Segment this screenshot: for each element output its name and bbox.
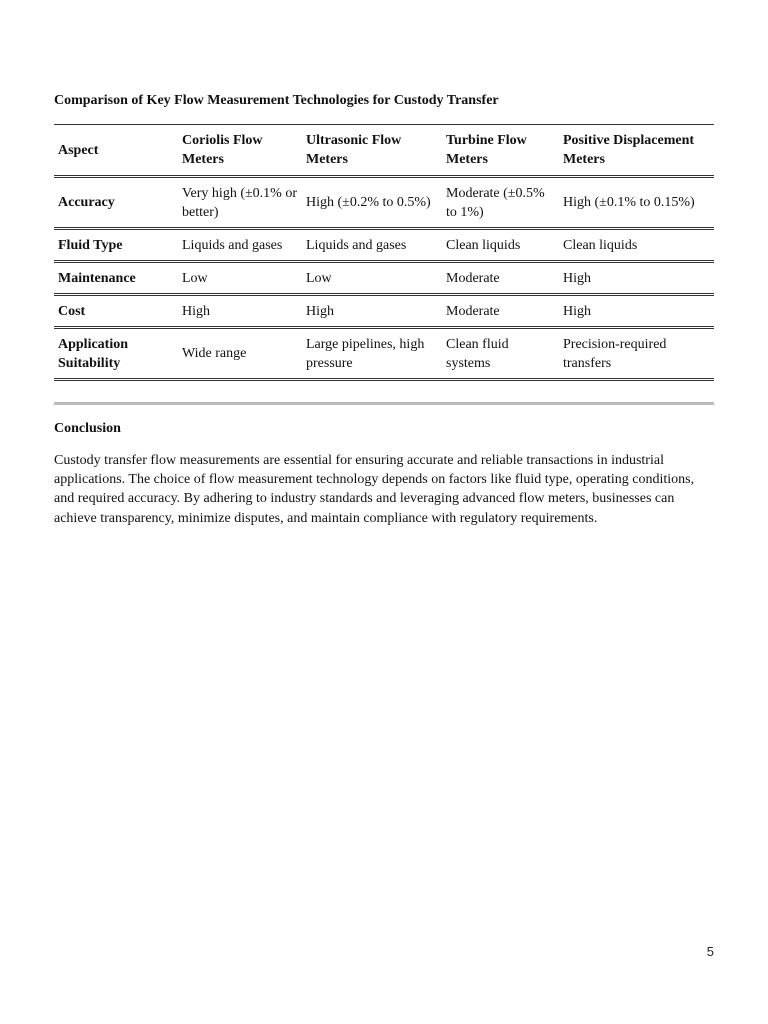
table-cell: Precision-required transfers xyxy=(563,336,667,371)
header-turbine: Turbine Flow Meters xyxy=(446,133,527,167)
row-label: Cost xyxy=(58,303,86,319)
row-label: Maintenance xyxy=(58,270,136,286)
table-cell: Large pipelines, high pressure xyxy=(306,336,425,371)
conclusion-paragraph: Custody transfer flow measurements are essential for ensuring accurate and reliable transactions in industrial applications. The choice of flow measurement technology depends on factors like fluid type, operating conditions, and required accuracy. By adhering to industry standards and leveraging advanced flow meters, businesses can achieve transparency, minimize disputes, and maintain compliance with regulatory requirements. xyxy=(54,453,695,526)
table-cell: Low xyxy=(306,270,332,286)
table-cell: High xyxy=(563,303,591,319)
table-cell: High xyxy=(563,270,591,286)
row-label: Fluid Type xyxy=(58,237,123,253)
table-cell: Clean liquids xyxy=(563,237,638,253)
table-cell: Low xyxy=(182,270,208,286)
table-cell: Liquids and gases xyxy=(182,237,283,253)
conclusion-heading: Conclusion xyxy=(54,421,121,436)
header-ultrasonic: Ultrasonic Flow Meters xyxy=(306,133,402,167)
comparison-table xyxy=(54,124,714,381)
header-positive-displacement: Positive Displacement Meters xyxy=(563,133,695,167)
table-row xyxy=(54,229,714,262)
table-cell: High (±0.2% to 0.5%) xyxy=(306,195,431,210)
table-cell: High xyxy=(182,303,210,319)
table-cell: Moderate xyxy=(446,303,500,319)
table-header-row xyxy=(54,125,714,177)
table-cell: Moderate (±0.5% to 1%) xyxy=(446,185,545,220)
row-label: Accuracy xyxy=(58,195,115,210)
section-divider xyxy=(54,402,714,405)
table-cell: High (±0.1% to 0.15%) xyxy=(563,195,695,210)
table-row xyxy=(54,177,714,229)
table-row xyxy=(54,295,714,328)
table-title: Comparison of Key Flow Measurement Technologies for Custody Transfer xyxy=(54,93,499,108)
table-cell: Clean liquids xyxy=(446,237,521,253)
table-cell: Moderate xyxy=(446,270,500,286)
table-row xyxy=(54,262,714,295)
table-cell: Very high (±0.1% or better) xyxy=(182,185,297,220)
table-cell: High xyxy=(306,303,334,319)
header-aspect: Aspect xyxy=(58,142,99,158)
table-cell: Liquids and gases xyxy=(306,237,407,253)
table-row xyxy=(54,328,714,380)
page-number: 5 xyxy=(706,944,714,959)
table-cell: Wide range xyxy=(182,346,247,361)
table-cell: Clean fluid systems xyxy=(446,336,509,371)
header-coriolis: Coriolis Flow Meters xyxy=(182,133,263,167)
row-label: Application Suitability xyxy=(58,336,129,371)
